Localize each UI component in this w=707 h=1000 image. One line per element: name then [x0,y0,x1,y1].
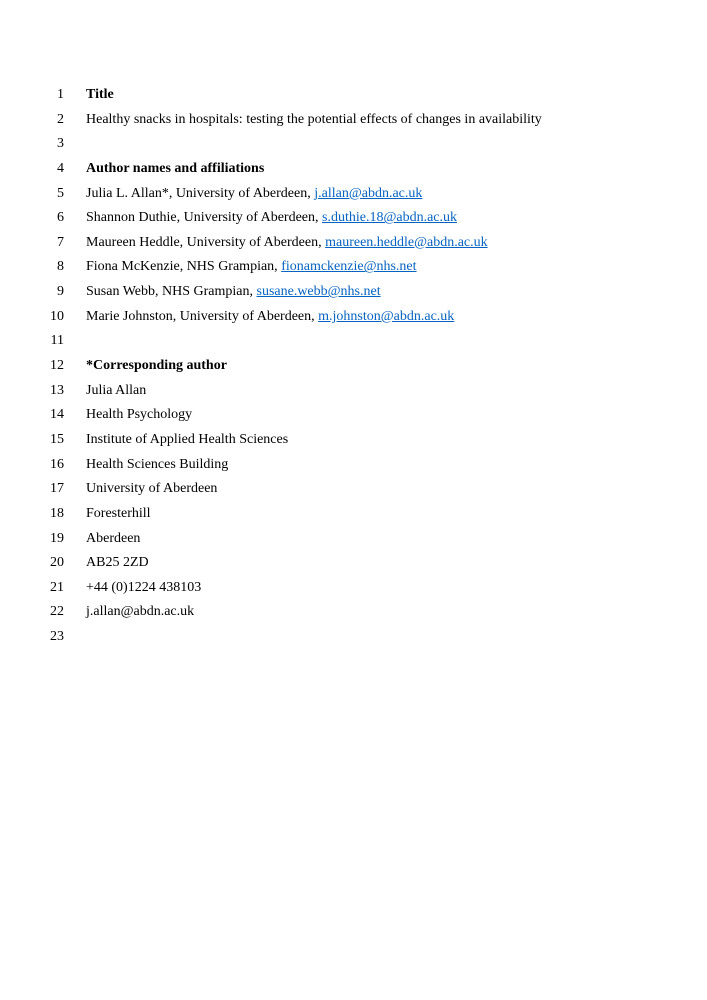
paper-title: Healthy snacks in hospitals: testing the potential effects of changes in availability [86,111,542,127]
line-2 [0,108,707,133]
author-email-link[interactable]: maureen.heddle@abdn.ac.uk [325,234,488,250]
line-number: 8 [57,259,64,275]
line-number: 20 [50,555,64,571]
line-15 [0,428,707,453]
author-entry [86,206,457,231]
line-8 [0,255,707,280]
line-number: 22 [50,604,64,620]
line-number: 15 [50,431,64,447]
author-email-link[interactable]: susane.webb@nhs.net [256,284,381,300]
corresponding-heading: *Corresponding author [86,358,227,374]
line-19 [0,527,707,552]
author-affiliation: Susan Webb, NHS Grampian, [86,284,257,300]
line-23 [0,625,707,650]
address-line: University of Aberdeen [86,481,218,497]
author-affiliation: Julia L. Allan*, University of Aberdeen, [86,185,315,201]
address-line: AB25 2ZD [86,555,149,571]
line-number: 19 [50,530,64,546]
line-17 [0,477,707,502]
line-number: 11 [50,333,64,349]
author-email-link[interactable]: fionamckenzie@nhs.net [281,259,417,275]
line-number: 7 [57,234,64,250]
address-line: Julia Allan [86,382,147,398]
author-entry [86,305,454,330]
address-line: Institute of Applied Health Sciences [86,431,289,447]
author-affiliation: Marie Johnston, University of Aberdeen, [86,308,319,324]
line-3 [0,132,707,157]
authors-heading: Author names and affiliations [86,160,265,176]
line-number: 21 [50,579,64,595]
author-entry [86,182,422,207]
line-11 [0,329,707,354]
line-21 [0,576,707,601]
line-number: 12 [50,358,64,374]
line-number: 9 [57,284,64,300]
line-6 [0,206,707,231]
line-18 [0,502,707,527]
line-9 [0,280,707,305]
line-number: 6 [57,210,64,226]
line-10 [0,305,707,330]
line-number: 13 [50,382,64,398]
author-entry [86,280,381,305]
address-line: Foresterhill [86,505,151,521]
line-number: 23 [50,629,64,645]
line-12 [0,354,707,379]
line-number: 16 [50,456,64,472]
author-entry [86,255,417,280]
line-number: 1 [57,87,64,102]
line-14 [0,403,707,428]
author-email-link[interactable]: m.johnston@abdn.ac.uk [318,308,455,324]
line-number: 17 [50,481,64,497]
address-line: Aberdeen [86,530,141,546]
line-13 [0,379,707,404]
line-number: 3 [57,136,64,152]
phone-number: +44 (0)1224 438103 [86,579,202,595]
line-4 [0,157,707,182]
line-number: 2 [57,111,64,127]
line-number: 18 [50,505,64,521]
line-number: 5 [57,185,64,201]
author-email-link[interactable]: j.allan@abdn.ac.uk [314,185,423,201]
address-line: Health Sciences Building [86,456,229,472]
author-entry [86,231,488,256]
line-1 [0,83,707,108]
line-7 [0,231,707,256]
author-email-link[interactable]: s.duthie.18@abdn.ac.uk [322,210,457,226]
author-affiliation: Fiona McKenzie, NHS Grampian, [86,259,282,275]
line-16 [0,453,707,478]
author-affiliation: Shannon Duthie, University of Aberdeen, [86,210,323,226]
line-number: 14 [50,407,64,423]
contact-email: j.allan@abdn.ac.uk [86,604,195,620]
address-line: Health Psychology [86,407,193,423]
line-22 [0,600,707,625]
author-affiliation: Maureen Heddle, University of Aberdeen, [86,234,326,250]
line-number: 10 [50,308,64,324]
line-number: 4 [57,160,64,176]
line-list [0,83,707,650]
line-5 [0,182,707,207]
line-20 [0,551,707,576]
title-heading: Title [86,87,114,102]
